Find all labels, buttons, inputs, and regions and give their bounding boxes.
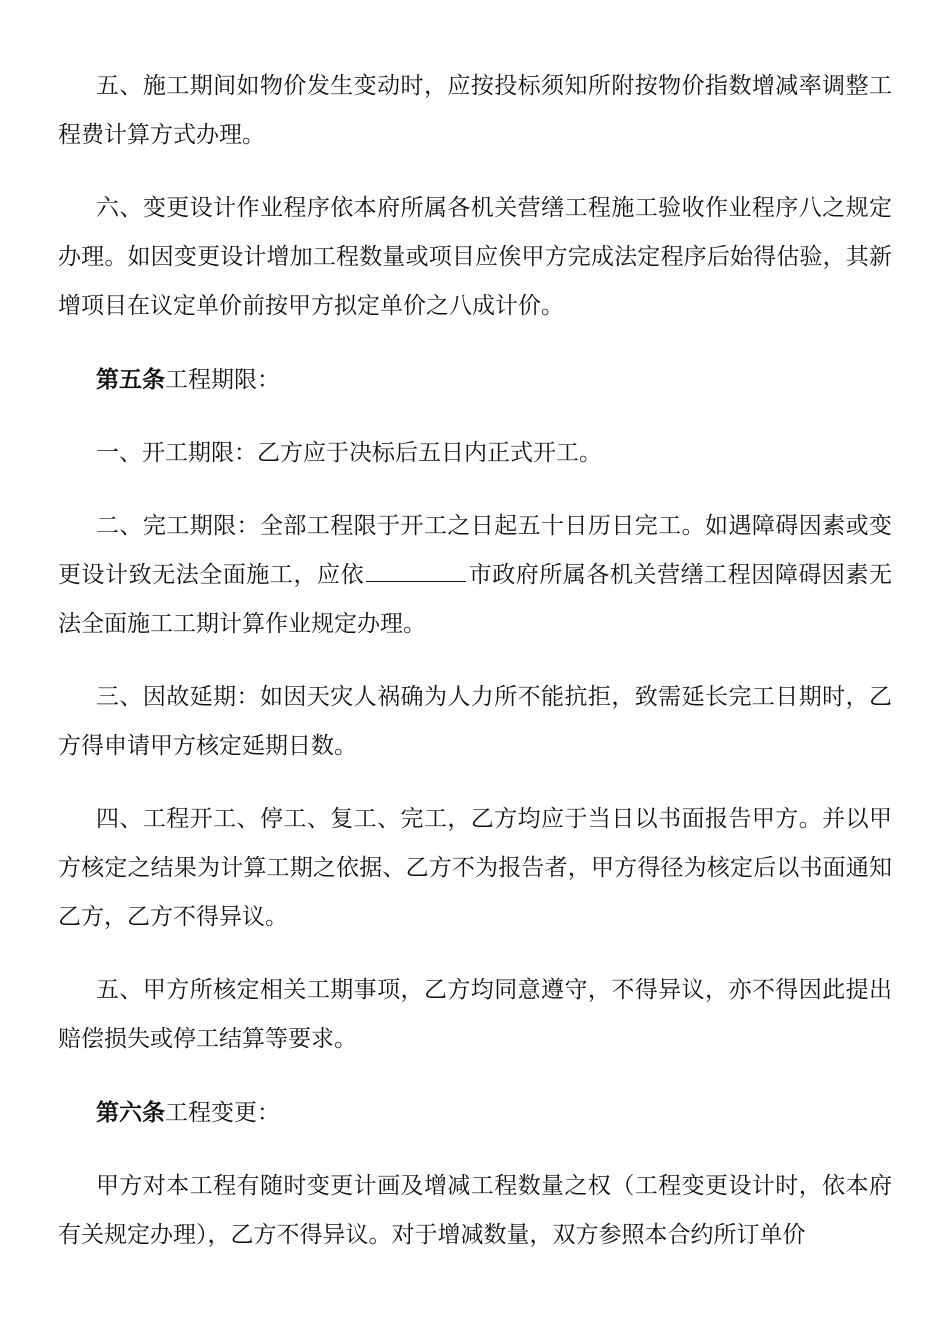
article-5-heading <box>58 355 892 405</box>
clause-change-rights: 甲方对本工程有随时变更计画及增减工程数量之权（工程变更设计时，依本府有关规定办理），乙方不得异议。对于增减数量，双方参照本合约所订单价 <box>58 1173 892 1248</box>
article-5-number: 第五条 <box>96 366 165 393</box>
completion-text-before: 二、完工期限：全部工程限于开工之日起五十日历日完工。如遇障碍因素或变更设计致无法全面施工，应依 <box>58 513 892 588</box>
article-6-title: 工程变更： <box>165 1100 280 1126</box>
clause-reporting: 四、工程开工、停工、复工、完工，乙方均应于当日以书面报告甲方。并以甲方核定之结果为计算工期之依据、乙方不为报告者，甲方得径为核定后以书面通知乙方，乙方不得异议。 <box>58 806 892 930</box>
clause-price-adjustment: 五、施工期间如物价发生变动时，应按投标须知所附按物价指数增减率调整工程费计算方式办理。 <box>58 73 892 148</box>
completion-text-after: 市政府所属各机关营缮工程因障碍因素无法全面施工工期计算作业规定办理。 <box>58 562 893 637</box>
clause-design-change: 六、变更设计作业程序依本府所属各机关营缮工程施工验收作业程序八之规定办理。如因变更设计增加工程数量或项目应俟甲方完成法定程序后始得估验，其新增项目在议定单价前按甲方拟定单价之八成计价。 <box>58 195 892 319</box>
clause-completion-deadline <box>58 502 892 649</box>
clause-delay: 三、因故延期：如因天灾人祸确为人力所不能抗拒，致需延长完工日期时，乙方得申请甲方核定延期日数。 <box>58 684 892 759</box>
city-blank-field <box>366 555 466 582</box>
document-page <box>58 62 892 1260</box>
article-6-heading <box>58 1088 892 1138</box>
article-6-number: 第六条 <box>96 1099 165 1126</box>
clause-compliance: 五、甲方所核定相关工期事项，乙方均同意遵守，不得异议，亦不得因此提出赔偿损失或停工结算等要求。 <box>58 977 892 1052</box>
clause-start-deadline: 一、开工期限：乙方应于决标后五日内正式开工。 <box>96 440 602 466</box>
article-5-title: 工程期限： <box>165 367 280 393</box>
